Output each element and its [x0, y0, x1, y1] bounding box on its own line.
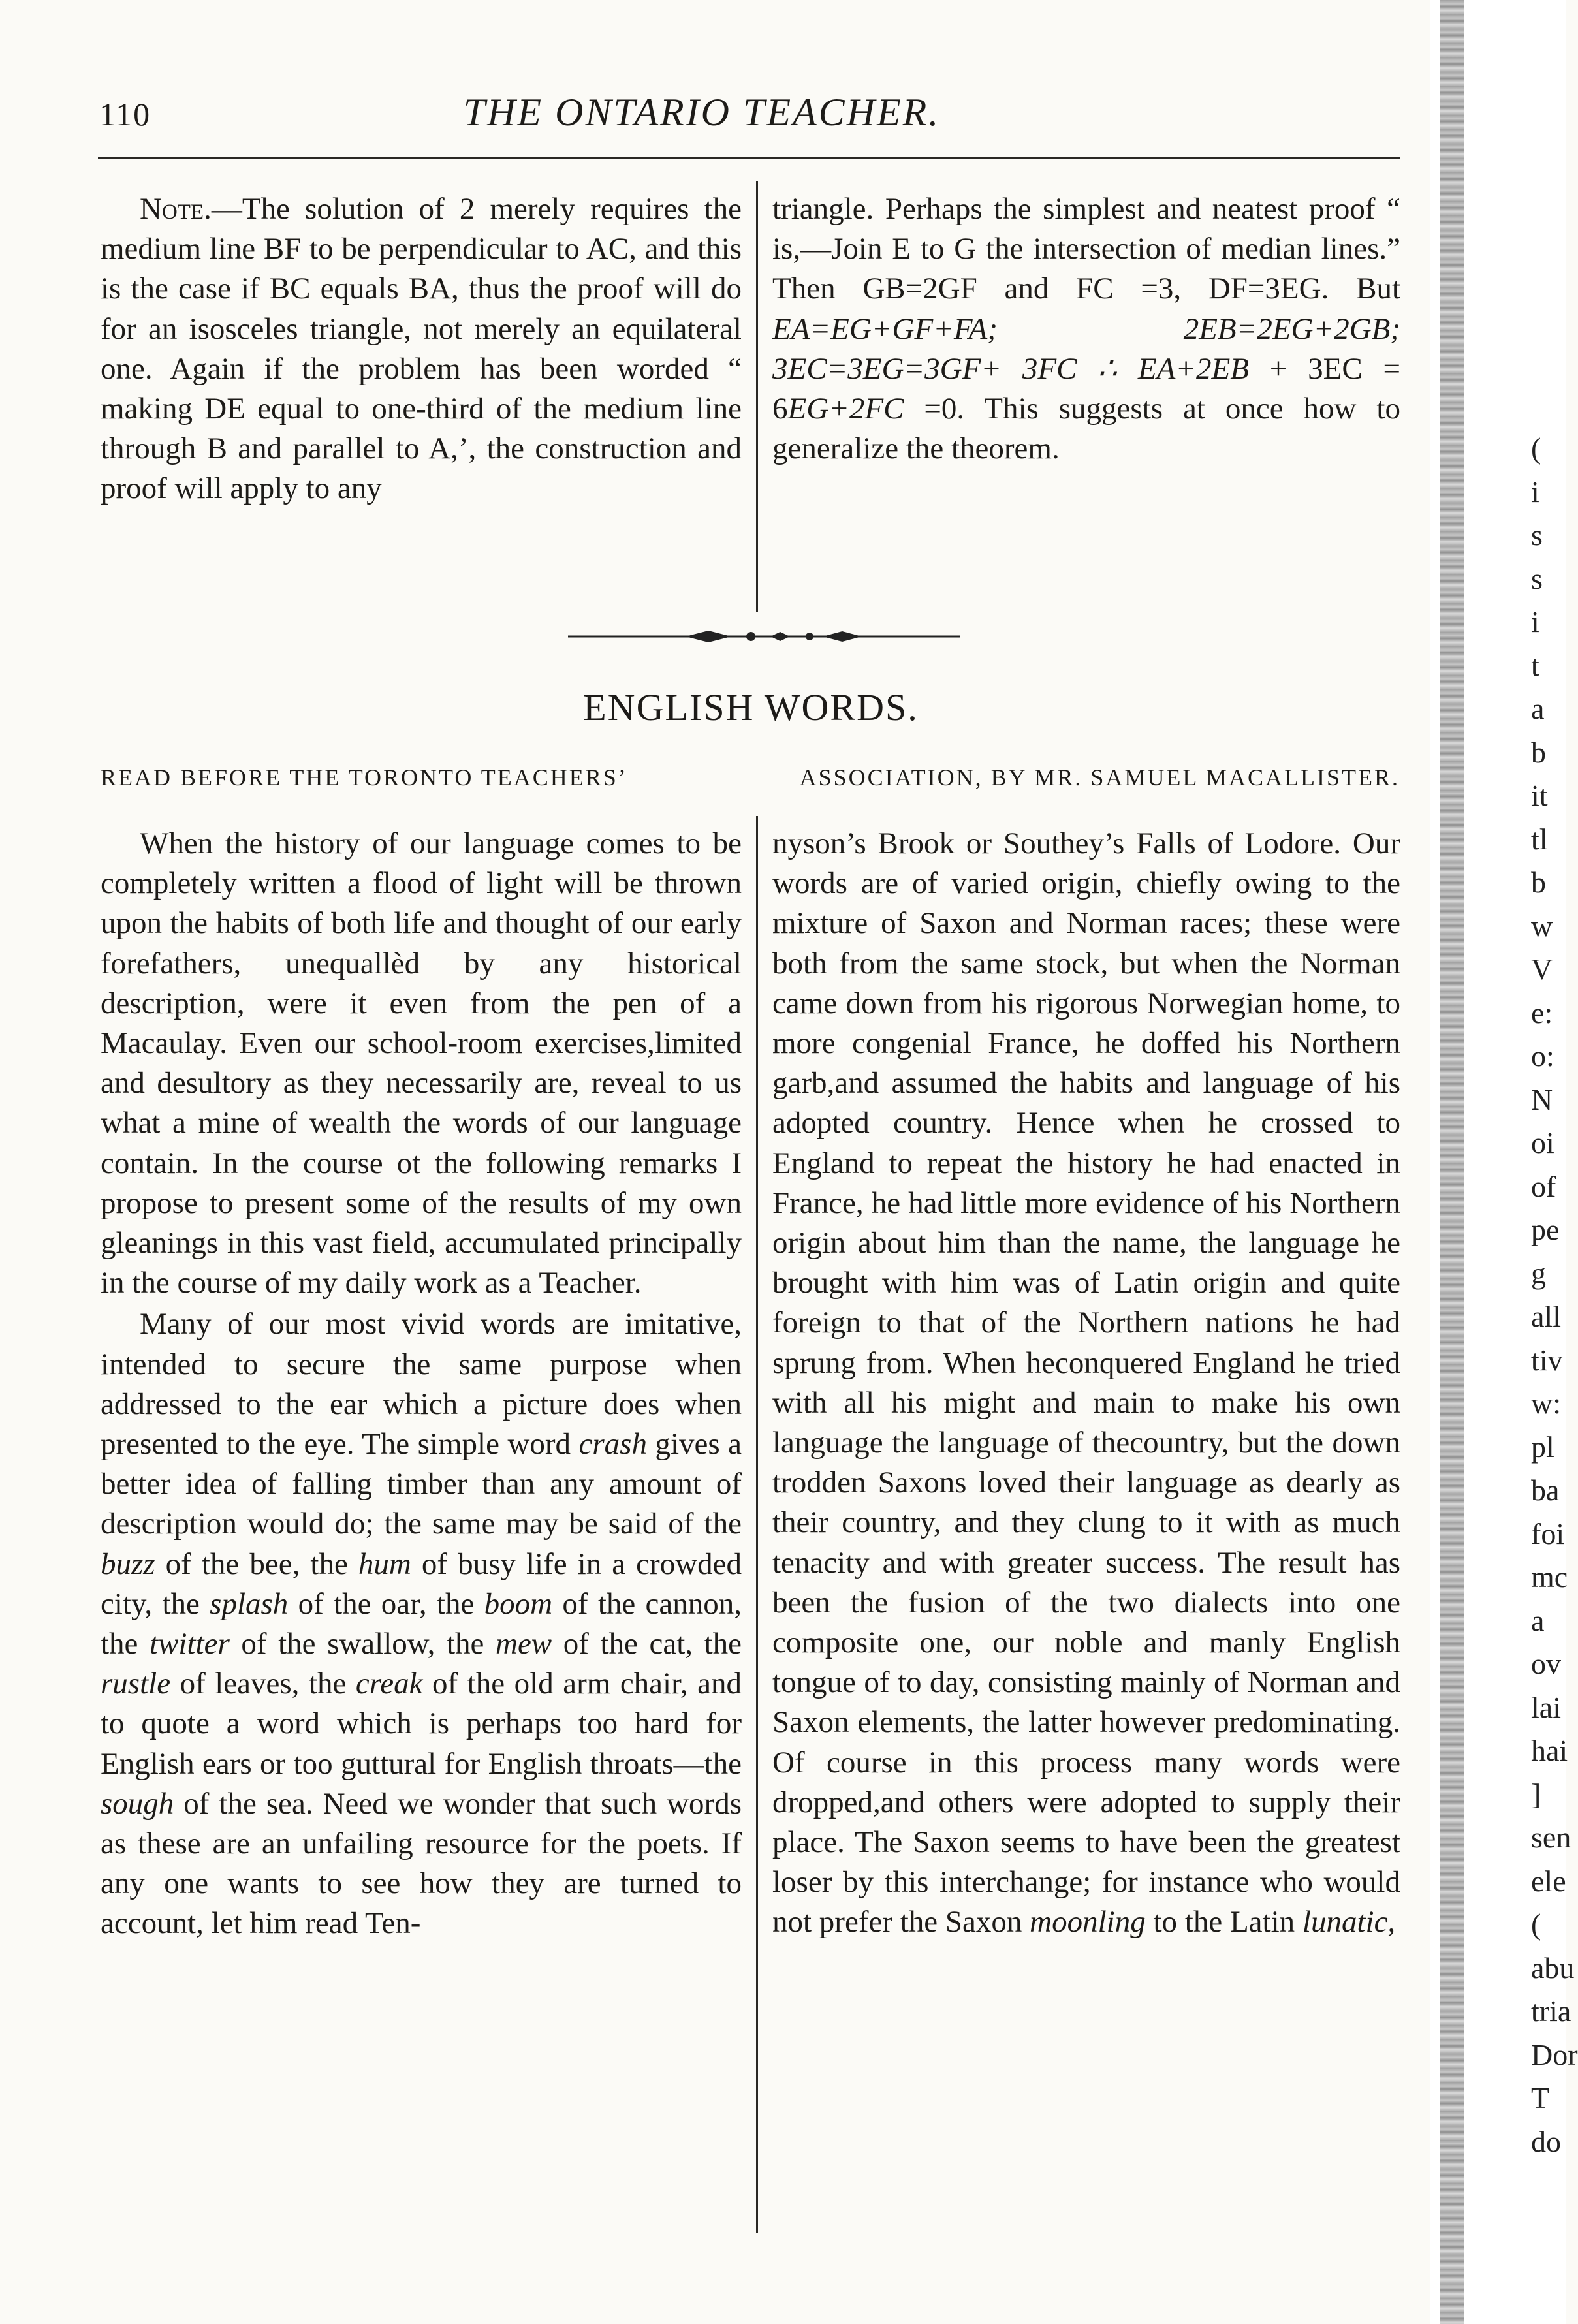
word-example: crash [578, 1427, 647, 1462]
facing-page-fragment: sen [1531, 1821, 1571, 1854]
paragraph-continued [772, 824, 1400, 1943]
note-conclusion: =0. This suggests at once how to generalize the theorem. [772, 392, 1400, 466]
facing-page-fragment: ( [1531, 432, 1541, 465]
facing-page-fragment: w: [1531, 1387, 1561, 1420]
column-divider-body [756, 816, 758, 2233]
facing-page-fragment: it [1531, 779, 1548, 812]
facing-page-fragment: t [1531, 648, 1539, 682]
note-proof-text: triangle. Perhaps the simplest and neatest proof “ is,—Join E to G the intersection of median lines.” Then GB=2GF and FC =3, DF=3EG. But [772, 192, 1400, 306]
facing-page-fragment: N [1531, 1082, 1553, 1116]
facing-page-fragment: b [1531, 735, 1546, 769]
note-paragraph [101, 189, 742, 509]
word-example: moonling [1030, 1905, 1146, 1939]
facing-page-fragment: T [1531, 2081, 1550, 2114]
facing-page-fragment: tl [1531, 822, 1548, 856]
spacer-text [998, 312, 1184, 346]
text-run: gives a better idea of falling timber than any amount of description would do; the same may be said of the [101, 1427, 742, 1541]
facing-page-fragment: V [1531, 952, 1553, 986]
facing-page-fragment: pl [1531, 1430, 1554, 1464]
facing-page-fragment: hai [1531, 1734, 1568, 1767]
text-run: nyson’s Brook or Southey’s Falls of Lodore. Our words are of varied origin, chiefly owing to the mixture of Saxon and Norman races; these were both from the same stock, but when the Norman came down from his rigorous Norwegian home, to more congenial France, he doffed his Northern garb,and assumed the habits and language of his adopted country. Hence when he crossed to England to repeat the history he had enacted in France, he had little more evidence of his Northern origin about him than the name, the language he brought with him was of Latin origin and quite foreign to that of the Northern nations he had sprung from. When heconquered England he tried with all his might and main to make his own language the language of thecountry, but the down trodden Saxons loved their language as dearly as their country, and they clung to it with as much tenacity and with greater success. The result has been the fusion of the two dialects into one composite one, our noble and manly English tongue of to day, consisting mainly of Norman and Saxon elements, the latter however predominating. Of course in this process many words were dropped,and others were adopted to supply their place. The Saxon seems to have been the greatest loser by this interchange; for instance who would not prefer the Saxon [772, 826, 1400, 1939]
text-run: of the cat, the [552, 1627, 742, 1661]
text-run: of the bee, the [155, 1547, 358, 1581]
byline-right: ASSOCIATION, BY MR. SAMUEL MACALLISTER. [799, 764, 1400, 791]
facing-page-fragment: g [1531, 1256, 1546, 1290]
word-example: lunatic, [1302, 1905, 1396, 1939]
word-example: splash [210, 1586, 289, 1621]
facing-page-fragment: Dor [1531, 2037, 1578, 2071]
facing-page-fragment: ele [1531, 1864, 1566, 1898]
note-text: —The solution of 2 merely requires the medium line BF to be perpendicular to AC, and this is the case if BC equals BA, thus the proof will do for an isosceles triangle, not merely an equilateral one. [101, 192, 742, 386]
article-right-column [772, 824, 1400, 1943]
equation-2: 2EB=2EG+2GB; 3EC=3EG=3GF+ 3FC ∴ EA+2EB [772, 311, 1400, 386]
note-label: Note. [140, 192, 212, 226]
word-example: sough [101, 1786, 174, 1821]
word-example: mew [496, 1627, 552, 1661]
text-run: Many of our most vivid words are imitative, intended to secure the same purpose when addressed to the ear which a picture does when presented to the eye. The simple word [101, 1307, 742, 1462]
facing-page-fragment: oi [1531, 1126, 1554, 1159]
running-title: THE ONTARIO TEACHER. [463, 91, 941, 134]
facing-page-fragment: lai [1531, 1690, 1561, 1724]
facing-page-fragment: a [1531, 692, 1545, 725]
facing-page-fragment: a [1531, 1603, 1545, 1637]
note-paragraph-continued [772, 189, 1400, 469]
facing-page-fragment: tiv [1531, 1343, 1563, 1377]
text-run: of leaves, the [170, 1667, 356, 1701]
facing-page-fragment: of [1531, 1169, 1556, 1203]
byline-left: READ BEFORE THE TORONTO TEACHERS’ [101, 764, 628, 791]
facing-page-fragment: pe [1531, 1213, 1560, 1246]
facing-page-fragment: do [1531, 2124, 1561, 2158]
header-rule [98, 157, 1400, 159]
facing-page-fragment: ] [1531, 1777, 1541, 1811]
facing-page-fragment: s [1531, 518, 1543, 552]
facing-page-fragment: abu [1531, 1951, 1575, 1985]
facing-page-fragment: tria [1531, 1994, 1571, 2028]
facing-page-fragment: mc [1531, 1560, 1568, 1594]
word-example: boom [484, 1586, 553, 1621]
equation-3: EG+2FC [787, 392, 904, 426]
note-right-column [772, 189, 1400, 469]
facing-page-fragment: i [1531, 475, 1539, 509]
word-example: buzz [101, 1547, 155, 1581]
equation-2-tail: + 3EC = 6 [772, 351, 1400, 426]
word-example: rustle [101, 1667, 171, 1701]
facing-page-fragment: s [1531, 561, 1543, 595]
note-left-column [101, 189, 742, 509]
text-run: to the Latin [1145, 1905, 1302, 1939]
paragraph: When the history of our language comes to be completely written a flood of light will be thrown upon the habits of both life and thought of our early forefathers, unequallèd by any historical description, were it even from the pen of a Macaulay. Even our school-room exercises,limited and desultory as they necessarily are, reveal to us what a mine of wealth the words of our language contain. In the course ot the following remarks I propose to present some of the results of my own gleanings in this vast field, accumulated principally in the course of my daily work as a Teacher. [101, 826, 742, 1300]
facing-page-fragment: foi [1531, 1516, 1565, 1550]
facing-page-fragment: w [1531, 909, 1553, 943]
word-example: twitter [150, 1627, 230, 1661]
facing-page-fragment: i [1531, 605, 1539, 638]
word-example: hum [358, 1547, 411, 1581]
facing-page-fragment: o: [1531, 1039, 1554, 1073]
facing-page-fragment: b [1531, 866, 1546, 899]
note-text-continued: Again if the problem has been worded “ making DE equal to one-third of the medium line through B and parallel to A,’, the construction and proof will apply to any [101, 351, 742, 506]
text-run: of busy life in a crowded city, the [101, 1547, 742, 1621]
section-ornament [555, 627, 973, 646]
book-binding-shadow [1440, 0, 1464, 2324]
facing-page-fragment: ba [1531, 1473, 1560, 1507]
page-number: 110 [99, 96, 151, 133]
text-run: of the cannon, the [101, 1586, 742, 1661]
text-run: of the sea. Need we wonder that such words as these are an unfailing resource for the poets. If any one wants to see how they are turned to account, let him read Ten- [101, 1786, 742, 1941]
text-run: of the oar, the [288, 1586, 484, 1621]
facing-page-fragment: e: [1531, 996, 1553, 1029]
equation-1: EA=EG+GF+FA; [772, 311, 998, 346]
column-divider [756, 181, 758, 612]
facing-page-fragment: ov [1531, 1647, 1561, 1680]
facing-page-fragment: ( [1531, 1908, 1541, 1941]
article-left-column [101, 824, 742, 1944]
facing-page-fragment: all [1531, 1300, 1561, 1333]
text-run: of the old arm chair, and to quote a word which is perhaps too hard for English ears or too guttural for English throats—the [101, 1667, 742, 1781]
article-title: ENGLISH WORDS. [583, 686, 919, 729]
paragraph [101, 1304, 742, 1943]
text-run: of the swallow, the [229, 1627, 496, 1661]
word-example: creak [355, 1667, 423, 1701]
article-byline [101, 764, 1400, 791]
